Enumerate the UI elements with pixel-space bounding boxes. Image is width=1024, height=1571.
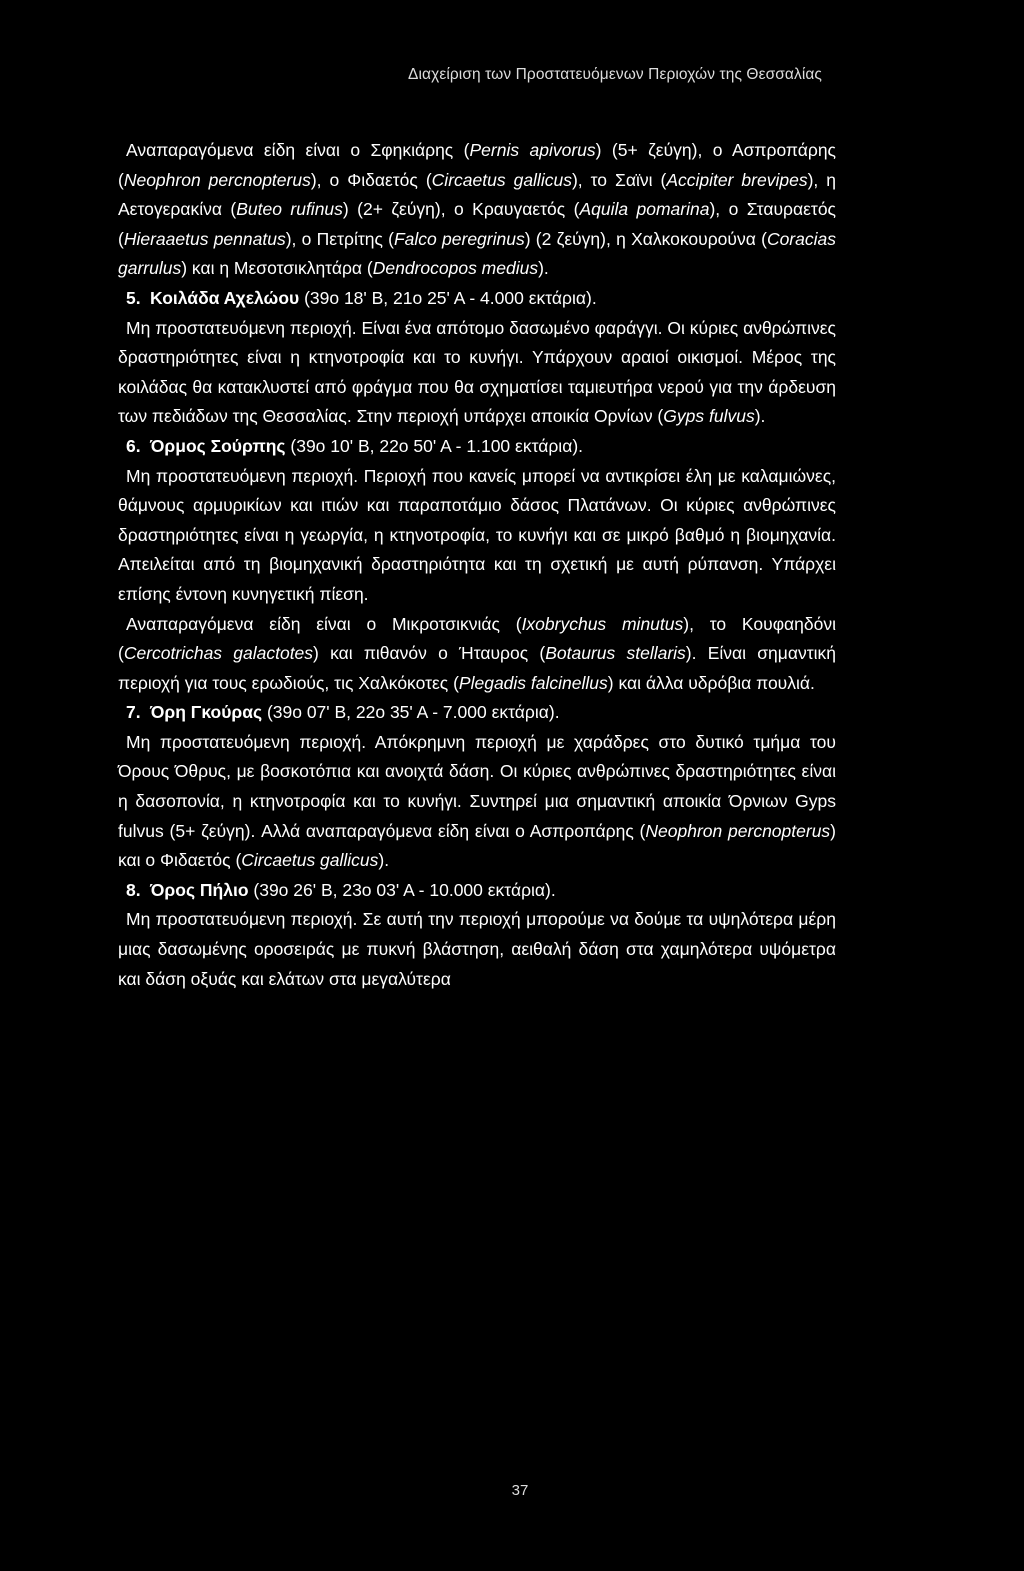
text-run: ) και άλλα υδρόβια πουλιά. — [607, 672, 815, 693]
species-name: Neophron percnopterus — [123, 169, 311, 190]
species-name: Pernis apivorus — [469, 140, 596, 160]
text-run: Αναπαραγόμενα είδη είναι ο Μικροτσικνιάς ( — [126, 613, 522, 634]
paragraph — [118, 462, 836, 610]
section-coordinates: (39ο 07' Β, 22ο 35' Α - 7.000 εκτάρια). — [262, 702, 560, 723]
text-run: ) και πιθανόν ο Ήταυρος ( — [313, 643, 546, 664]
species-name: Cercotrichas galactotes — [123, 643, 314, 664]
paragraph — [118, 610, 836, 699]
paragraph — [118, 136, 836, 284]
species-name: Aquila pomarina — [579, 199, 710, 220]
text-run: ), ο Σταυραετός ( — [118, 199, 836, 249]
text-run: ), η Αετογερακίνα ( — [118, 169, 836, 220]
species-name: Botaurus stellaris — [545, 643, 686, 664]
species-name: Falco peregrinus — [393, 228, 525, 249]
species-name: Buteo rufinus — [236, 199, 343, 220]
section-number: 5. — [126, 287, 141, 308]
text-run: Μη προστατευόμενη περιοχή. Είναι ένα απότομο δασωμένο φαράγγι. Οι κύριες ανθρώπινες δραστηριότητες είναι η κτηνοτροφία και το κυνήγι. Υπάρχουν αραιοί οικισμοί. Μέρος της κοιλάδας θα κατακλυστεί από φράγμα που θα σχηματίσει ταμιευτήρα νερού για την άρδευση των πεδιάδων της Θεσσαλίας. Στην περιοχή υπάρχει αποικία Ορνίων ( — [118, 317, 836, 427]
species-name: Circaetus gallicus — [431, 169, 572, 190]
section-coordinates: (39ο 26' Β, 23ο 03' Α - 10.000 εκτάρια). — [248, 879, 556, 900]
text-run: ), το Κουφαηδόνι ( — [118, 613, 837, 664]
text-run: ) (5+ ζεύγη), ο Ασπροπάρης ( — [118, 140, 836, 190]
species-name: Coracias garrulus — [118, 228, 836, 279]
text-run: ) και ο Φιδαετός ( — [118, 820, 836, 871]
section-heading — [118, 876, 836, 906]
section-heading — [118, 284, 836, 314]
section-title: Όρη Γκούρας — [150, 702, 263, 723]
text-run: Μη προστατευόμενη περιοχή. Σε αυτή την περιοχή μπορούμε να δούμε τα υψηλότερα μέρη μιας δασωμένης οροσειράς με πυκνή βλάστηση, αειθαλή δάση στα χαμηλότερα υψόμετρα και δάση οξυάς και ελάτων στα μεγαλύτερα — [118, 909, 836, 989]
section-number: 8. — [126, 879, 141, 900]
paragraph — [118, 905, 836, 994]
section-coordinates: (39ο 18' Β, 21ο 25' Α - 4.000 εκτάρια). — [299, 287, 597, 308]
paragraph — [118, 728, 836, 876]
running-header: Διαχείριση των Προστατευόμενων Περιοχών της Θεσσαλίας — [408, 66, 822, 83]
document-body — [118, 136, 836, 994]
text-run: ). — [378, 850, 390, 871]
text-run: ). — [754, 406, 766, 427]
text-run: ) (2+ ζεύγη), ο Κραυγαετός ( — [342, 199, 580, 220]
text-run: ), ο Πετρίτης ( — [285, 228, 394, 249]
section-coordinates: (39ο 10' Β, 22ο 50' Α - 1.100 εκτάρια). — [285, 435, 584, 456]
text-run: Μη προστατευόμενη περιοχή. Απόκρημνη περιοχή με χαράδρες στο δυτικό τμήμα του Όρους Όθρυς, με βοσκοτόπια και ανοιχτά δάση. Οι κύριες ανθρώπινες δραστηριότητες είναι η δασοπονία, η κτηνοτροφία και το κυνήγι. Συντηρεί μια σημαντική αποικία Όρνιων Gyps fulvus (5+ ζεύγη). Αλλά αναπαραγόμενα είδη είναι ο Ασπροπάρης ( — [118, 731, 836, 841]
text-run: Αναπαραγόμενα είδη είναι ο Σφηκιάρης ( — [126, 140, 470, 160]
section-number: 7. — [126, 702, 141, 723]
text-run: ), το Σαϊνι ( — [571, 169, 667, 190]
species-name: Dendrocopos medius — [372, 258, 539, 279]
text-run: ). Είναι σημαντική περιοχή για τους ερωδιούς, τις Χαλκόκοτες ( — [118, 643, 836, 693]
page-number: 37 — [511, 1482, 529, 1499]
species-name: Neophron percnopterus — [645, 820, 831, 841]
section-heading — [118, 432, 836, 462]
species-name: Circaetus gallicus — [241, 850, 379, 871]
species-name: Plegadis falcinellus — [458, 672, 608, 693]
species-name: Accipiter brevipes — [666, 169, 808, 190]
section-number: 6. — [126, 435, 141, 456]
text-run: ) και η Μεσοτσικλητάρα ( — [181, 258, 373, 279]
section-title: Όρμος Σούρπης — [150, 435, 286, 456]
section-heading — [118, 698, 836, 728]
text-run: ), ο Φιδαετός ( — [310, 169, 432, 190]
species-name: Ixobrychus minutus — [521, 613, 684, 634]
text-run: ). — [538, 258, 549, 279]
section-title: Όρος Πήλιο — [150, 879, 249, 900]
paragraph — [118, 314, 836, 432]
species-name: Hieraaetus pennatus — [123, 228, 286, 249]
text-run: Μη προστατευόμενη περιοχή. Περιοχή που κανείς μπορεί να αντικρίσει έλη με καλαμιώνες, θάμνους αρμυρικίων και ιτιών και παραποτάμιο δάσος Πλατάνων. Οι κύριες ανθρώπινες δραστηριότητες είναι η γεωργία, η κτηνοτροφία, το κυνήγι και σε μικρό βαθμό η βιομηχανία. Απειλείται από τη βιομηχανική δραστηριότητα και τη σχετική με αυτή ρύπανση. Υπάρχει επίσης έντονη κυνηγετική πίεση. — [118, 465, 836, 604]
text-run: ) (2 ζεύγη), η Χαλκοκουρούνα ( — [524, 228, 767, 249]
section-title: Κοιλάδα Αχελώου — [150, 287, 300, 308]
species-name: Gyps fulvus — [663, 406, 755, 427]
